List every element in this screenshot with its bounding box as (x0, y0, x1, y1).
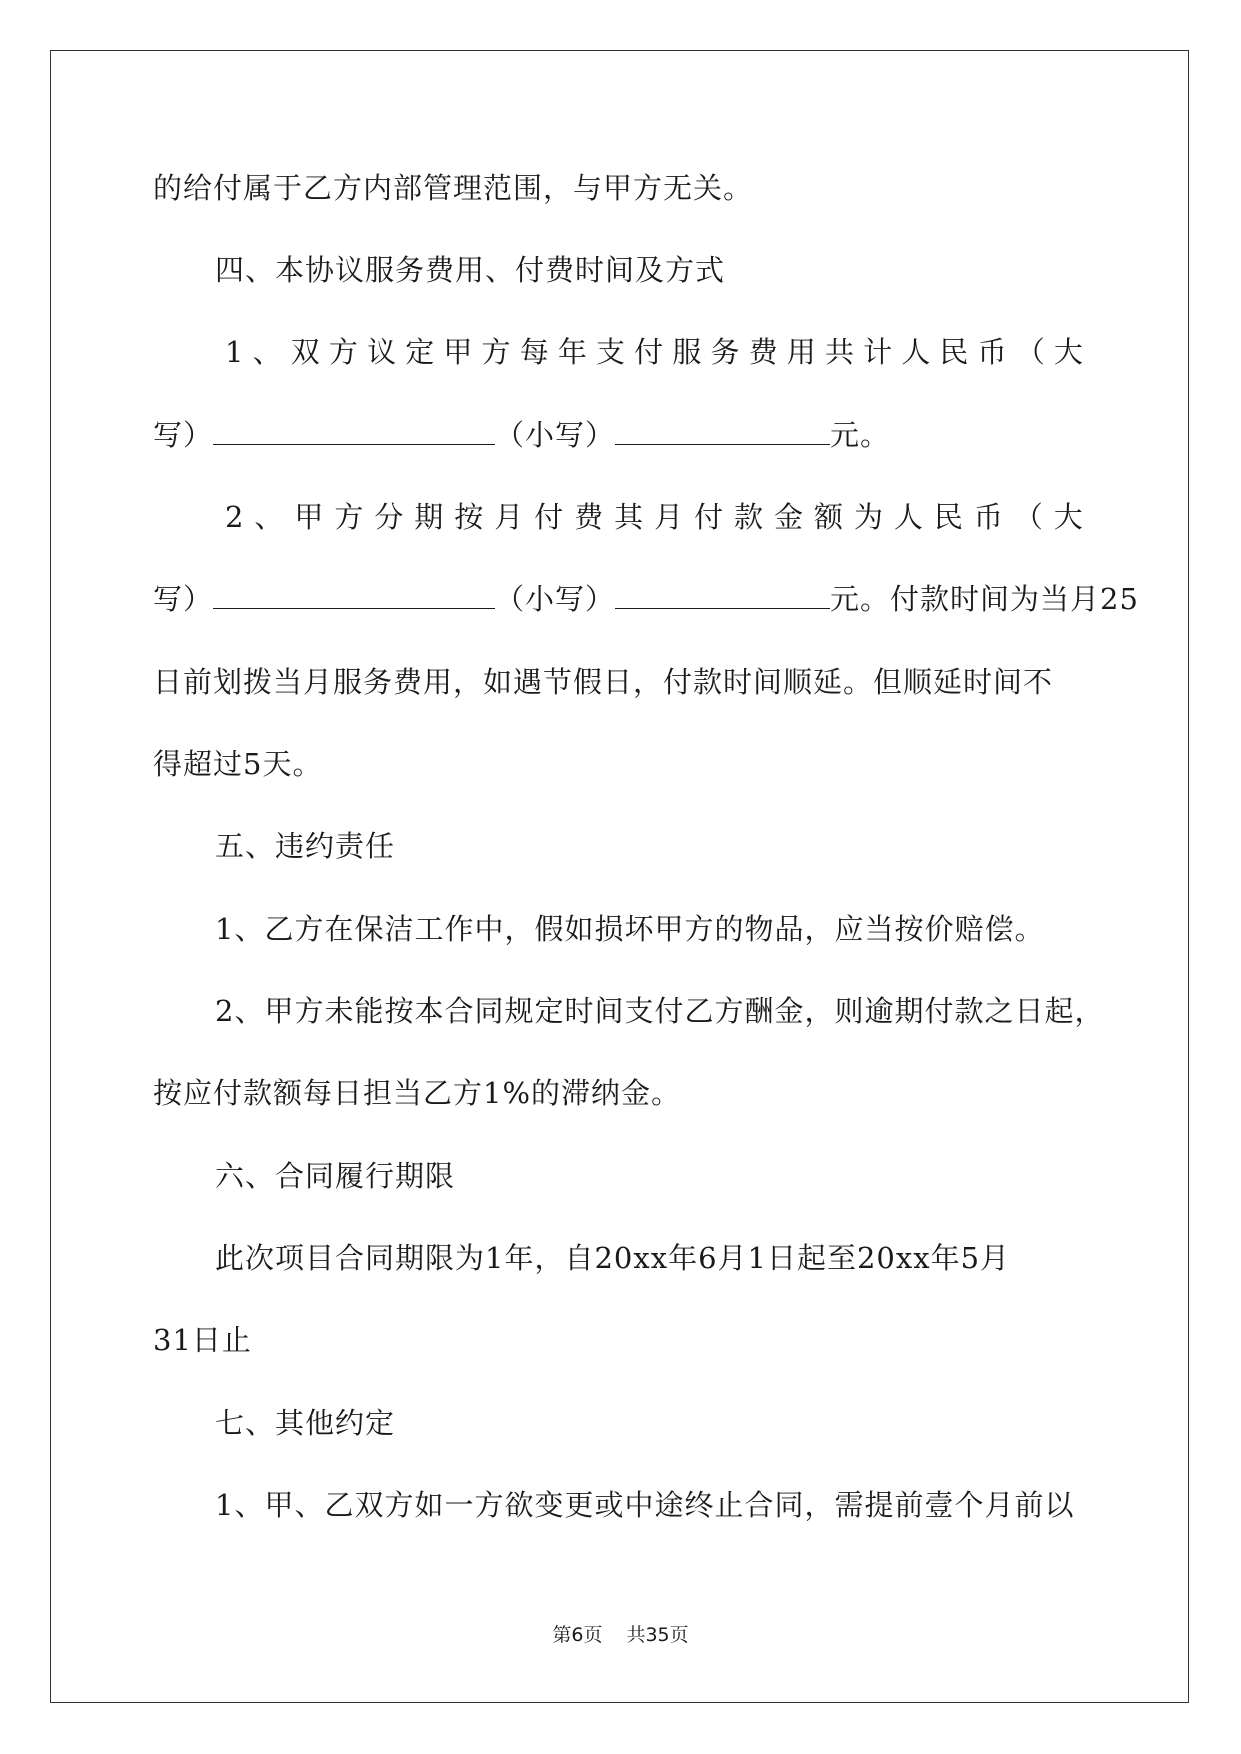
text-char: 、 (254, 500, 284, 534)
text-fragment: 元。 (830, 418, 891, 452)
text-char: 服 (672, 335, 702, 369)
text-char: 2 (225, 500, 244, 534)
text-line-1: 的给付属于乙方内部管理范围，与甲方无关。 (153, 171, 754, 205)
text-line-fee-total (225, 332, 1083, 372)
page-footer (0, 1620, 1241, 1647)
section-heading-5: 五、违约责任 (215, 829, 396, 863)
text-char: 月 (654, 500, 684, 534)
text-line-17: 1、甲、乙双方如一方欲变更或中途终止合同，需提前壹个月前以 (215, 1488, 1075, 1522)
text-char: 方 (334, 500, 364, 534)
text-line-14: 此次项目合同期限为1年，自20xx年6月1日起至20xx年5月 (215, 1241, 1011, 1275)
text-fragment: （小写） (495, 582, 616, 616)
text-fragment: 写） (153, 418, 214, 452)
page-frame (50, 50, 1189, 1703)
text-char: 人 (893, 500, 923, 534)
blank-field-lowercase-amount (615, 580, 830, 609)
text-char: 计 (863, 335, 893, 369)
text-char: 按 (454, 500, 484, 534)
section-heading-7: 七、其他约定 (215, 1406, 396, 1440)
text-char: （ (1013, 500, 1043, 534)
text-char: 年 (557, 335, 587, 369)
text-char: 人 (901, 335, 931, 369)
text-line-fee-total-amount (153, 415, 890, 455)
text-char: 大 (1053, 500, 1083, 534)
section-heading-4: 四、本协议服务费用、付费时间及方式 (215, 253, 726, 287)
blank-field-uppercase-amount (213, 580, 495, 609)
text-char: 大 (1053, 335, 1083, 369)
text-char: 为 (853, 500, 883, 534)
text-char: 金 (774, 500, 804, 534)
text-char: 费 (574, 500, 604, 534)
blank-field-lowercase-amount (615, 416, 830, 445)
text-char: 共 (824, 335, 854, 369)
text-line-monthly-fee-amount (153, 579, 1139, 619)
text-line-12: 按应付款额每日担当乙方1%的滞纳金。 (153, 1076, 682, 1110)
text-char: 额 (813, 500, 843, 534)
text-line-15: 31日止 (153, 1323, 252, 1357)
text-char: 每 (519, 335, 549, 369)
text-char: 1 (225, 335, 244, 369)
text-fragment: （小写） (495, 418, 616, 452)
text-fragment: 元。付款时间为当月25 (830, 582, 1139, 616)
text-char: 民 (939, 335, 969, 369)
text-char: 双 (290, 335, 320, 369)
text-char: 币 (977, 335, 1007, 369)
text-fragment: 写） (153, 582, 214, 616)
text-char: 定 (405, 335, 435, 369)
text-char: 支 (596, 335, 626, 369)
text-line-7: 日前划拨当月服务费用，如遇节假日，付款时间顺延。但顺延时间不 (153, 665, 1054, 699)
section-heading-6: 六、合同履行期限 (215, 1159, 456, 1193)
page-number: 第6页 (552, 1624, 603, 1646)
text-char: 期 (414, 500, 444, 534)
text-char: 甲 (294, 500, 324, 534)
blank-field-uppercase-amount (213, 416, 495, 445)
text-char: 付 (534, 500, 564, 534)
text-char: 甲 (443, 335, 473, 369)
text-line-10: 1、乙方在保洁工作中，假如损坏甲方的物品，应当按价赔偿。 (215, 912, 1045, 946)
text-char: 费 (748, 335, 778, 369)
text-char: 议 (367, 335, 397, 369)
text-char: （ (1015, 335, 1045, 369)
text-char: 务 (710, 335, 740, 369)
text-char: 款 (734, 500, 764, 534)
text-char: 民 (933, 500, 963, 534)
text-char: 、 (252, 335, 282, 369)
text-char: 用 (786, 335, 816, 369)
text-char: 方 (328, 335, 358, 369)
text-char: 其 (614, 500, 644, 534)
text-line-8: 得超过5天。 (153, 747, 323, 781)
text-line-11: 2、甲方未能按本合同规定时间支付乙方酬金，则逾期付款之日起， (215, 994, 1105, 1028)
text-char: 币 (973, 500, 1003, 534)
text-char: 付 (634, 335, 664, 369)
text-char: 分 (374, 500, 404, 534)
text-line-monthly-fee (225, 497, 1083, 537)
text-char: 方 (481, 335, 511, 369)
page-total: 共35页 (626, 1624, 689, 1646)
text-char: 月 (494, 500, 524, 534)
text-char: 付 (694, 500, 724, 534)
